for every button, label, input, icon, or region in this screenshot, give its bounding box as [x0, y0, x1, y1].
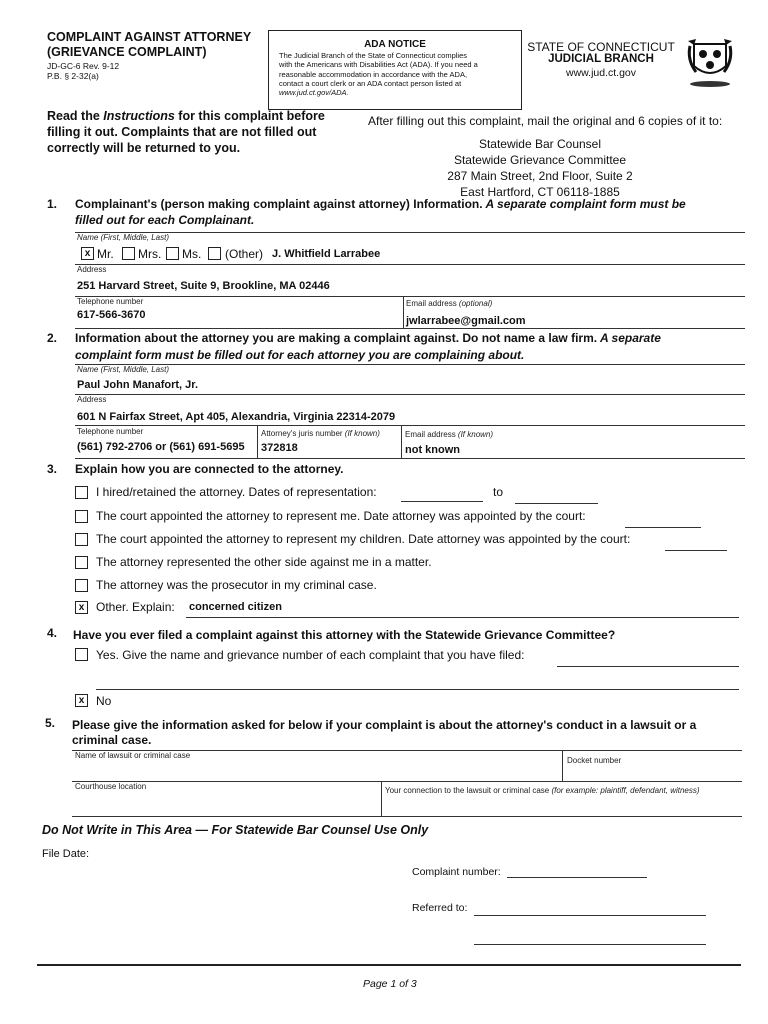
- attorney-email-label: Email address (If known): [405, 430, 494, 439]
- yes-filed-label: Yes. Give the name and grievance number of each complaint that you have filed:: [96, 648, 525, 662]
- section-4-heading: Have you ever filed a complaint against this attorney with the Statewide Grievance Committee?: [73, 628, 616, 642]
- complainant-address-label: Address: [77, 265, 107, 274]
- attorney-phone-value[interactable]: (561) 792-2706 or (561) 691-5695: [77, 441, 245, 453]
- website[interactable]: www.jud.ct.gov: [565, 67, 637, 79]
- section-5-heading-2: criminal case.: [72, 733, 152, 747]
- ms-checkbox[interactable]: [166, 247, 179, 260]
- docket-number-label: Docket number: [567, 756, 622, 765]
- section-1-heading: Complainant's (person making complaint against attorney) Information. A separate complaint form must be: [75, 197, 686, 211]
- attorney-address-value[interactable]: 601 N Fairfax Street, Apt 405, Alexandria, Virginia 22314-2079: [77, 411, 396, 423]
- complaint-number-field: [507, 877, 647, 878]
- footer-rule: [37, 964, 741, 966]
- complainant-name-label: Name (First, Middle, Last): [77, 233, 170, 242]
- other-explain-checkbox[interactable]: x: [75, 601, 88, 614]
- complainant-address-value[interactable]: 251 Harvard Street, Suite 9, Brookline, MA 02446: [77, 280, 330, 292]
- section-4-number: 4.: [47, 626, 58, 640]
- prior-complaints-field[interactable]: [557, 666, 739, 667]
- referred-to-label: Referred to:: [412, 902, 468, 914]
- ada-text-3: reasonable accommodation in accordance with the ADA,: [279, 69, 468, 79]
- office-use-heading: Do Not Write in This Area — For Statewide Bar Counsel Use Only: [42, 823, 429, 837]
- attorney-name-label: Name (First, Middle, Last): [77, 365, 170, 374]
- complainant-phone-value[interactable]: 617-566-3670: [77, 309, 146, 321]
- ada-text-4: contact a court clerk or an ADA contact person listed at: [279, 78, 462, 88]
- court-appointed-me-date-field[interactable]: [625, 527, 701, 528]
- section-3-heading: Explain how you are connected to the attorney.: [75, 462, 344, 476]
- state-seal-icon: [684, 36, 736, 88]
- file-date-label: File Date:: [42, 848, 90, 860]
- mail-instructions: After filling out this complaint, mail the original and 6 copies of it to:: [368, 114, 723, 128]
- mailing-address: Statewide Bar Counsel Statewide Grievance Committee 287 Main Street, 2nd Floor, Suite 2 East Hartford, CT 06118-1885: [447, 137, 633, 199]
- hired-checkbox[interactable]: [75, 486, 88, 499]
- section-1-number: 1.: [47, 197, 58, 211]
- court-appointed-me-checkbox[interactable]: [75, 510, 88, 523]
- instructions-note-3: correctly will be returned to you.: [47, 141, 241, 155]
- page-number: Page 1 of 3: [363, 978, 417, 990]
- prior-complaints-field-2[interactable]: [96, 689, 739, 690]
- no-filed-label: No: [96, 694, 112, 708]
- court-appointed-children-date-field[interactable]: [665, 550, 727, 551]
- representation-from-field[interactable]: [401, 501, 483, 502]
- branch-name: JUDICIAL BRANCH: [548, 53, 654, 65]
- other-title-checkbox[interactable]: [208, 247, 221, 260]
- section-5-number: 5.: [45, 716, 56, 730]
- referred-to-field-2: [474, 944, 706, 945]
- complainant-email-value[interactable]: jwlarrabee@gmail.com: [406, 315, 526, 327]
- juris-number-label: Attorney's juris number (If known): [261, 429, 380, 438]
- practice-book-ref: P.B. § 2-32(a): [47, 71, 99, 81]
- section-3-number: 3.: [47, 462, 58, 476]
- ada-title: ADA NOTICE: [364, 39, 426, 50]
- complainant-name-value[interactable]: J. Whitfield Larrabee: [272, 248, 381, 260]
- mrs-checkbox[interactable]: [122, 247, 135, 260]
- courthouse-location-label: Courthouse location: [75, 782, 147, 791]
- no-filed-checkbox[interactable]: x: [75, 694, 88, 707]
- attorney-phone-label: Telephone number: [77, 427, 144, 436]
- ada-link[interactable]: www.jud.ct.gov/ADA.: [279, 88, 349, 98]
- mr-checkbox[interactable]: x: [81, 247, 94, 260]
- court-appointed-children-checkbox[interactable]: [75, 533, 88, 546]
- to-label: to: [493, 485, 504, 499]
- representation-to-field[interactable]: [515, 503, 598, 504]
- section-2-heading-2: complaint form must be filled out for each attorney you are complaining about.: [75, 348, 525, 362]
- section-2-number: 2.: [47, 331, 58, 345]
- mrs-label: Mrs.: [138, 247, 162, 261]
- ada-text-1: The Judicial Branch of the State of Connecticut complies: [279, 51, 468, 60]
- prosecutor-label: The attorney was the prosecutor in my criminal case.: [96, 578, 377, 592]
- form-id: JD-GC-6 Rev. 9-12: [47, 61, 120, 71]
- ada-text-2: with the Americans with Disabilities Act (ADA). If you need a: [279, 60, 478, 70]
- case-connection-label: Your connection to the lawsuit or criminal case (for example: plaintiff, defendant, witness): [385, 786, 700, 795]
- attorney-address-label: Address: [77, 395, 107, 404]
- other-explain-value[interactable]: concerned citizen: [189, 601, 282, 613]
- other-side-checkbox[interactable]: [75, 556, 88, 569]
- prosecutor-checkbox[interactable]: [75, 579, 88, 592]
- complaint-number-label: Complaint number:: [412, 866, 501, 878]
- complainant-email-label: Email address (optional): [406, 299, 493, 308]
- ada-notice-box: [268, 30, 522, 110]
- other-title-label: (Other): [225, 247, 264, 261]
- ms-label: Ms.: [182, 247, 202, 261]
- hired-label: I hired/retained the attorney. Dates of representation:: [96, 485, 377, 499]
- juris-number-value[interactable]: 372818: [261, 442, 298, 454]
- yes-filed-checkbox[interactable]: [75, 648, 88, 661]
- court-appointed-me-label: The court appointed the attorney to represent me. Date attorney was appointed by the court:: [96, 509, 586, 523]
- complainant-phone-label: Telephone number: [77, 297, 144, 306]
- form-subtitle: (GRIEVANCE COMPLAINT): [47, 45, 207, 59]
- attorney-name-value[interactable]: Paul John Manafort, Jr.: [77, 379, 199, 391]
- instructions-note: Read the Instructions for this complaint before: [47, 109, 325, 123]
- form-title: COMPLAINT AGAINST ATTORNEY: [47, 30, 252, 44]
- state-name: STATE OF CONNECTICUT: [527, 40, 675, 54]
- referred-to-field: [474, 915, 706, 916]
- other-explain-label: Other. Explain:: [96, 600, 175, 614]
- instructions-note-2: filling it out. Complaints that are not filled out: [47, 125, 317, 139]
- court-appointed-children-label: The court appointed the attorney to represent my children. Date attorney was appointed by the court:: [96, 532, 631, 546]
- section-2-heading: Information about the attorney you are making a complaint against. Do not name a law firm. A separate: [75, 331, 661, 345]
- section-1-heading-2: filled out for each Complainant.: [75, 213, 255, 227]
- attorney-email-value[interactable]: not known: [405, 444, 460, 456]
- section-5-heading: Please give the information asked for below if your complaint is about the attorney's conduct in a lawsuit or a: [72, 718, 697, 732]
- case-name-label: Name of lawsuit or criminal case: [75, 751, 191, 760]
- mr-label: Mr.: [97, 247, 114, 261]
- other-side-label: The attorney represented the other side against me in a matter.: [96, 555, 432, 569]
